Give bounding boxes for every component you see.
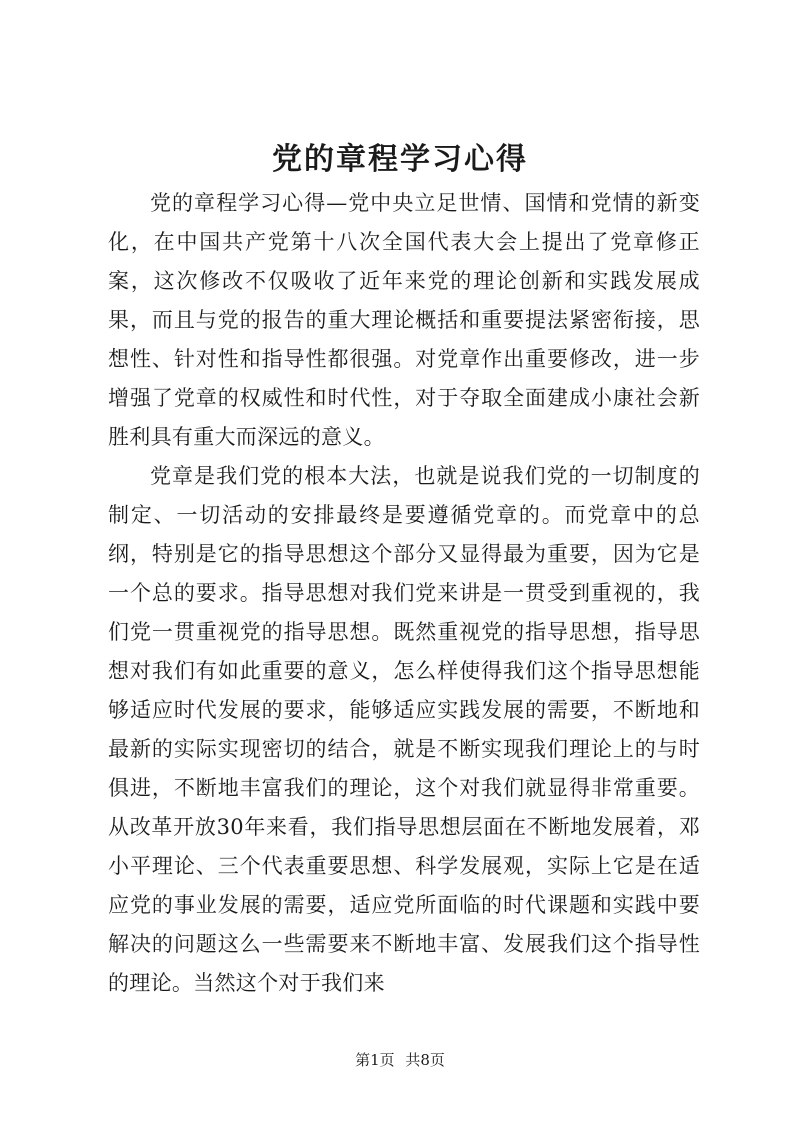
document-body bbox=[108, 184, 700, 1003]
page-number: 第1页 bbox=[355, 1051, 395, 1069]
page-footer bbox=[0, 1050, 800, 1070]
paragraph: 党的章程学习心得—党中央立足世情、国情和党情的新变化，在中国共产党第十八次全国代表大会上提出了党章修正案，这次修改不仅吸收了近年来党的理论创新和实践发展成果，而且与党的报告的重大理论概括和重要提法紧密衔接，思想性、针对性和指导性都很强。对党章作出重要修改，进一步增强了党章的权威性和时代性，对于夺取全面建成小康社会新胜利具有重大而深远的意义。 bbox=[108, 191, 700, 449]
page-title: 党的章程学习心得 bbox=[272, 142, 528, 177]
page-total: 共8页 bbox=[405, 1051, 445, 1069]
paragraph: 党章是我们党的根本大法，也就是说我们党的一切制度的制定、一切活动的安排最终是要遵循党章的。而党章中的总纲，特别是它的指导思想这个部分又显得最为重要，因为它是一个总的要求。指导思想对我们党来讲是一贯受到重视的，我们党一贯重视党的指导思想。既然重视党的指导思想，指导思想对我们有如此重要的意义，怎么样使得我们这个指导思想能够适应时代发展的要求，能够适应实践发展的需要，不断地和最新的实际实现密切的结合，就是不断实现我们理论上的与时俱进，不断地丰富我们的理论，这个对我们就显得非常重要。从改革开放30年来看，我们指导思想层面在不断地发展着，邓小平理论、三个代表重要思想、科学发展观，实际上它是在适应党的事业发展的需要，适应党所面临的时代课题和实践中要解决的问题这么一些需要来不断地丰富、发展我们这个指导性的理论。当然这个对于我们来 bbox=[108, 464, 700, 995]
